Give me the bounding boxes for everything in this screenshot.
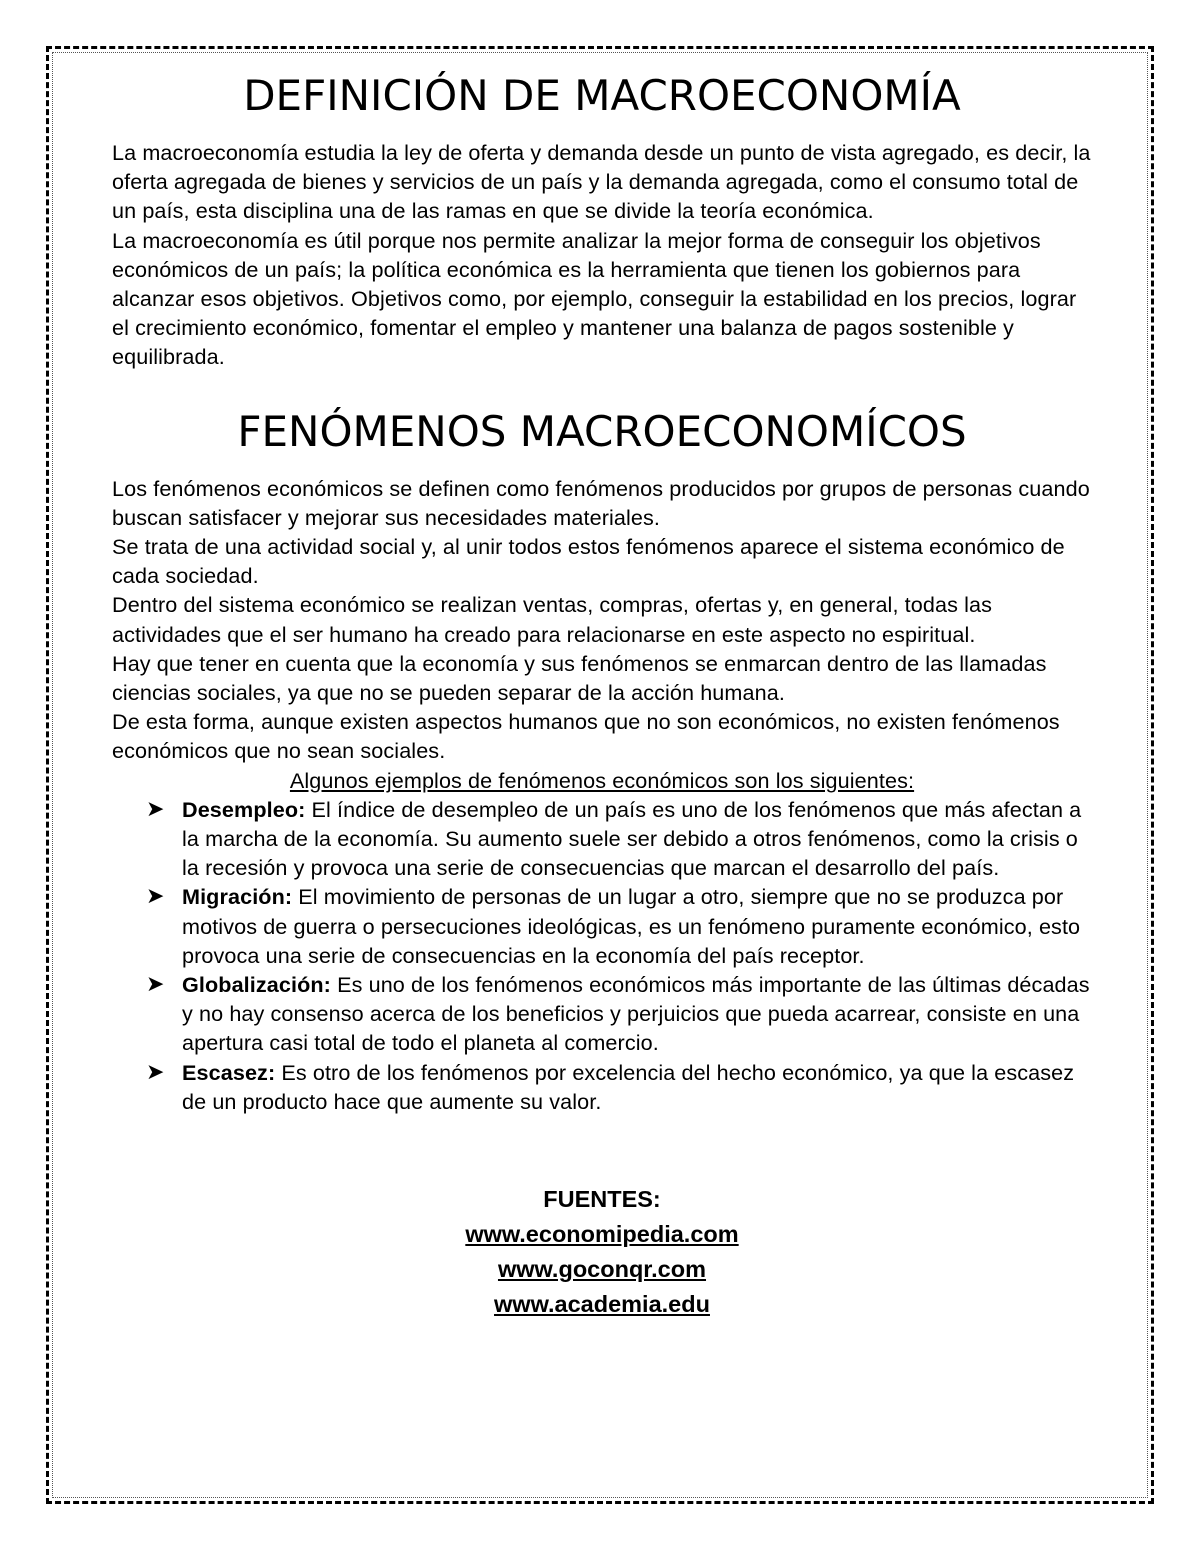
paragraph: Los fenómenos económicos se definen como fenómenos producidos por grupos de personas cuando buscan satisfacer y mejorar sus necesidades materiales. bbox=[112, 475, 1090, 530]
examples-list bbox=[112, 795, 1092, 1116]
source-link-economipedia[interactable]: www.economipedia.com bbox=[465, 1221, 739, 1248]
sources-title: FUENTES: bbox=[543, 1186, 661, 1213]
list-item-globalizacion bbox=[146, 970, 1092, 1058]
source-link-goconqr[interactable]: www.goconqr.com bbox=[497, 1256, 707, 1283]
source-link-academia[interactable]: www.academia.edu bbox=[494, 1291, 710, 1318]
paragraph: Dentro del sistema económico se realizan ventas, compras, ofertas y, en general, todas las actividades que el ser humano ha creado para relacionarse en este aspecto no espiritual. bbox=[112, 592, 992, 647]
list-item-term: Globalización: bbox=[182, 972, 331, 998]
paragraph: De esta forma, aunque existen aspectos humanos que no son económicos, no existen fenómenos económicos que no sean sociales. bbox=[112, 709, 1060, 764]
paragraph: Se trata de una actividad social y, al unir todos estos fenómenos aparece el sistema económico de cada sociedad. bbox=[112, 534, 1065, 589]
title-definicion: DEFINICIÓN DE MACROECONOMÍA bbox=[243, 71, 961, 120]
list-item-term: Desempleo: bbox=[182, 796, 306, 822]
arrowhead-bullet-icon: ➤ bbox=[146, 972, 165, 998]
paragraph: La macroeconomía es útil porque nos permite analizar la mejor forma de conseguir los objetivos económicos de un país; la política económica es la herramienta que tienen los gobiernos para alcanzar esos objetivos. Objetivos como, por ejemplo, conseguir la estabilidad en los precios, lograr el crecimiento económico, fomentar el empleo y mantener una balanza de pagos sostenible y equilibrada. bbox=[112, 227, 1077, 370]
list-item-text: Es uno de los fenómenos económicos más importante de las últimas décadas y no hay consenso acerca de los beneficios y perjuicios que pueda acarrear, consiste en una apertura casi total de todo el planeta al comercio. bbox=[182, 972, 1090, 1056]
list-item-migracion bbox=[146, 882, 1092, 970]
arrowhead-bullet-icon: ➤ bbox=[146, 796, 165, 822]
list-item-term: Escasez: bbox=[182, 1059, 276, 1085]
list-item-text: El índice de desempleo de un país es uno de los fenómenos que más afectan a la marcha de la economía. Su aumento suele ser debido a otros fenómenos, como la crisis o la recesión y provoca una serie de consecuencias que marcan el desarrollo del país. bbox=[182, 796, 1082, 881]
paragraph: La macroeconomía estudia la ley de oferta y demanda desde un punto de vista agregado, es decir, la oferta agregada de bienes y servicios de un país y la demanda agregada, como el consumo total de un país, esta disciplina una de las ramas en que se divide la teoría económica. bbox=[112, 140, 1091, 224]
examples-intro: Algunos ejemplos de fenómenos económicos son los siguientes: bbox=[289, 767, 915, 793]
title-fenomenos: FENÓMENOS MACROECONOMÍCOS bbox=[237, 406, 967, 456]
list-item-escasez bbox=[146, 1058, 1092, 1116]
sources-block bbox=[112, 1182, 1092, 1322]
list-item-text: Es otro de los fenómenos por excelencia del hecho económico, ya que la escasez de un producto hace que aumente su valor. bbox=[182, 1059, 1075, 1114]
list-item-desempleo bbox=[146, 795, 1092, 883]
document-body bbox=[112, 72, 1092, 1322]
arrowhead-bullet-icon: ➤ bbox=[146, 884, 165, 910]
list-item-text: El movimiento de personas de un lugar a otro, siempre que no se produzca por motivos de guerra o persecuciones ideológicas, es un fenómeno puramente económico, esto provoca una serie de consecuencias en la economía del país receptor. bbox=[182, 884, 1081, 968]
list-item-term: Migración: bbox=[182, 884, 293, 910]
paragraph: Hay que tener en cuenta que la economía y sus fenómenos se enmarcan dentro de las llamadas ciencias sociales, ya que no se pueden separar de la acción humana. bbox=[112, 650, 1047, 706]
arrowhead-bullet-icon: ➤ bbox=[146, 1059, 165, 1085]
